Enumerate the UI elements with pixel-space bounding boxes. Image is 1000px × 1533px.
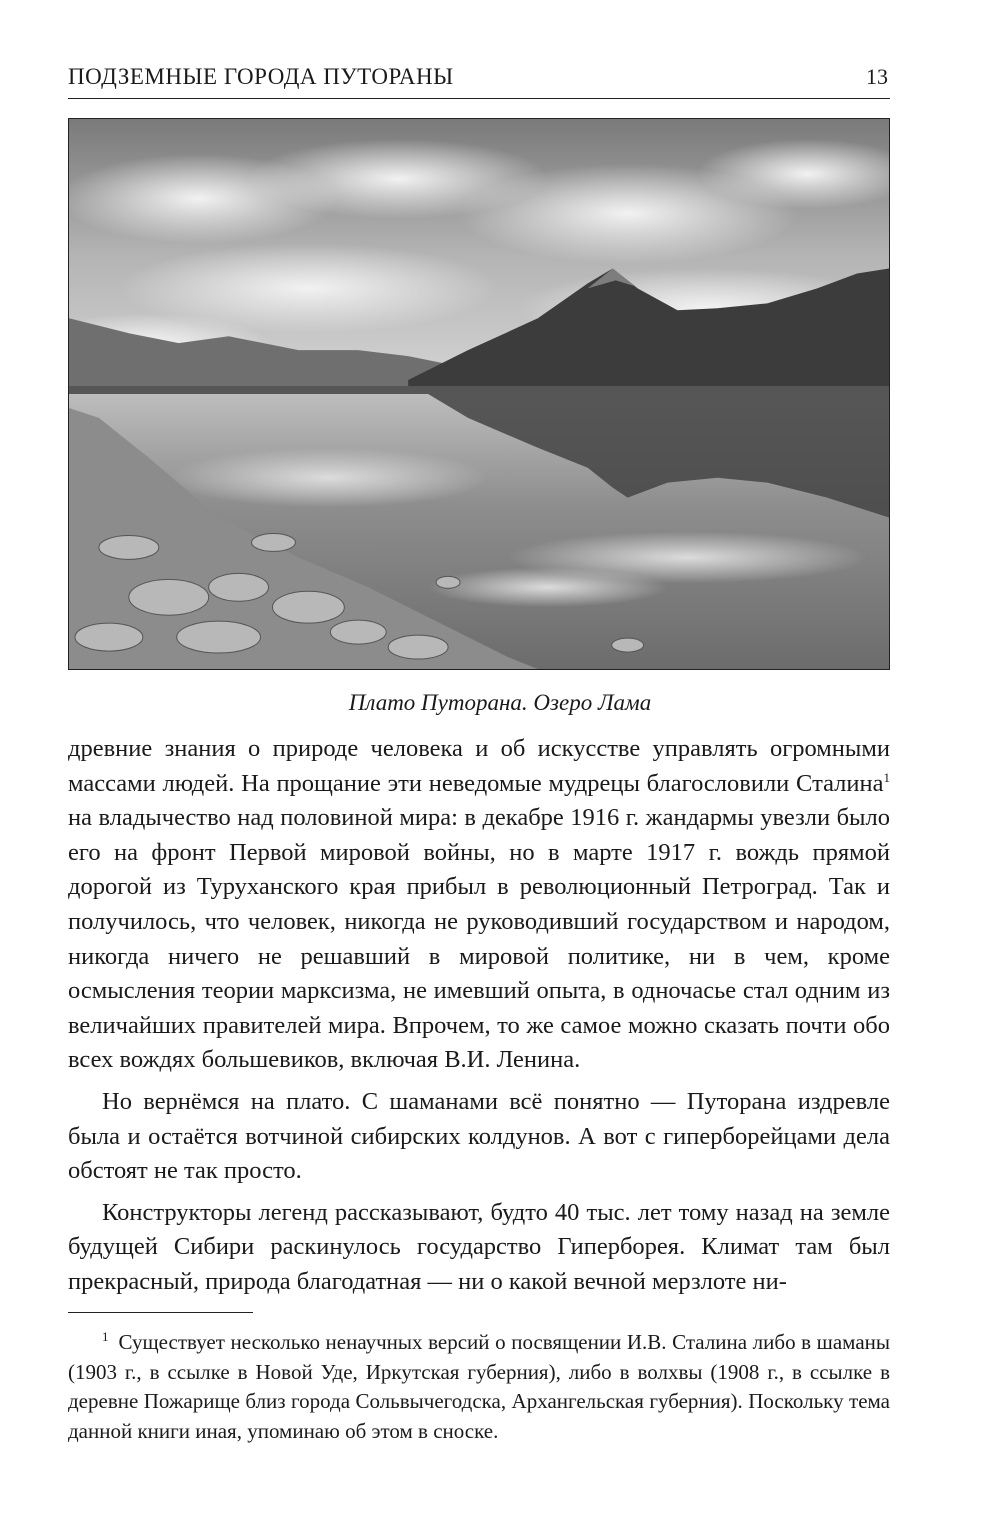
footnote-marker: 1 <box>102 1329 109 1344</box>
paragraph-1-text-b: на владычество над половиной мира: в декабре 1916 г. жандармы увезли было его на фронт Первой мировой войны, но в марте 1917 г. вождь прямой дорогой из Туруханского края прибыл в революционный Петроград. Так и получилось, что человек, никогда не руководивший государством и народом, никогда ничего не решавший в мировой политике, ни в чем, кроме осмысления теории марксизма, не имевший опыта, в одночасье стал одним из величайших правителей мира. Впрочем, то же самое можно сказать почти обо всех вождях большевиков, включая В.И. Ленина. <box>68 804 890 1074</box>
footnote-text: Существует несколько ненаучных версий о посвящении И.В. Сталина либо в шаманы (1903 г., в ссылке в Новой Уде, Иркутская губерния), либо в волхвы (1908 г., в ссылке в деревне Пожарище близ города Сольвычегодска, Архангельская губерния). Поскольку тема данной книги иная, упоминаю об этом в сноске. <box>68 1330 890 1443</box>
paragraph-1-text-a: древние знания о природе человека и об искусстве управлять огромными массами людей. На прощание эти неведомые мудрецы благословили Сталина <box>68 735 890 797</box>
running-title: ПОДЗЕМНЫЕ ГОРОДА ПУТОРАНЫ <box>68 64 454 89</box>
paragraph-3: Конструкторы легенд рассказывают, будто 40 тыс. лет тому назад на земле будущей Сибири раскинулось государство Гиперборея. Климат там был прекрасный, природа благодатная — ни о какой вечной мерзлоте ни- <box>68 1198 890 1295</box>
paragraph-1 <box>68 732 890 1078</box>
page-number: 13 <box>866 64 888 89</box>
running-header <box>68 62 890 99</box>
footnote-reference: 1 <box>883 769 890 785</box>
footnote <box>68 1322 890 1446</box>
footnote-separator <box>68 1312 253 1313</box>
paragraph-2: Но вернёмся на плато. С шаманами всё понятно — Путорана издревле была и остаётся вотчиной сибирских колдунов. А вот с гиперборейцами дела обстоят не так просто. <box>68 1087 890 1185</box>
figure-caption: Плато Путорана. Озеро Лама <box>348 690 652 715</box>
footnote-paragraph <box>68 1322 890 1446</box>
lake-photo-illustration <box>69 119 889 669</box>
landscape-photo <box>68 118 890 670</box>
body-text <box>68 732 890 1307</box>
